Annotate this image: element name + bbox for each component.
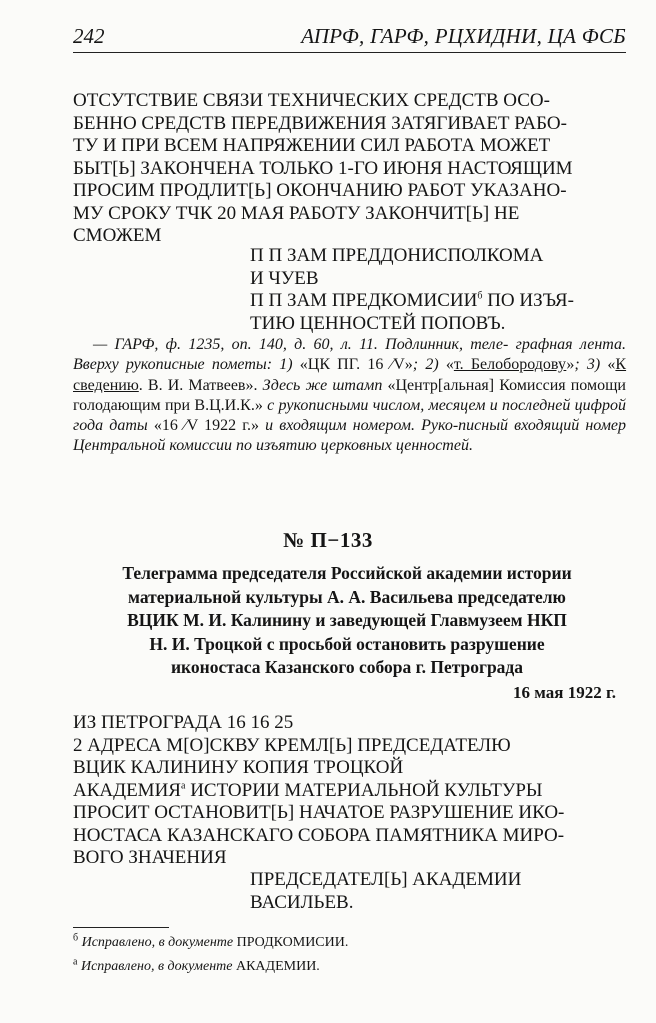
telegram-line: БЕННО СРЕДСТВ ПЕРЕДВИЖЕНИЯ ЗАТЯГИВАЕТ РАБО- — [73, 112, 567, 134]
footnote-mark: а — [180, 780, 186, 792]
telegram-line: СМОЖЕМ — [73, 225, 162, 246]
running-header — [73, 24, 626, 53]
footnote-mark: а — [73, 956, 78, 968]
signature-line: ПРЕДСЕДАТЕЛ[Ь] АКАДЕМИИ — [250, 869, 522, 890]
page-number: 242 — [73, 24, 105, 48]
signature-line: П П ЗАМ ПРЕДДОНИСПОЛКОМА — [250, 245, 544, 266]
title-line: Телеграмма председателя Российской академии истории — [122, 563, 572, 583]
title-line: ВЦИК М. И. Калинину и заведующей Главмузеем НКП — [127, 610, 567, 630]
signature-line: ВАСИЛЬЕВ. — [250, 891, 354, 913]
document-number: № П−133 — [283, 528, 373, 552]
telegram-line: ТУ И ПРИ ВСЕМ НАПРЯЖЕНИИ СИЛ РАБОТА МОЖЕТ — [73, 135, 551, 156]
telegram-2-text — [73, 712, 626, 870]
telegram-line: ИЗ ПЕТРОГРАДА 16 16 25 — [73, 712, 294, 733]
footnote: $^а$ Исправлено, в документе АКАДЕМИИ. — [73, 956, 320, 974]
telegram-line: МУ СРОКУ ТЧК 20 МАЯ РАБОТУ ЗАКОНЧИТ[Ь] НЕ — [73, 202, 520, 224]
telegram-line: ПРОСИТ ОСТАНОВИТ[Ь] НАЧАТОЕ РАЗРУШЕНИЕ ИКО- — [73, 802, 565, 823]
running-title: АПРФ, ГАРФ, РЦХИДНИ, ЦА ФСБ — [301, 24, 626, 48]
telegram-line: НОСТАСА КАЗАНСКАГО СОБОРА ПАМЯТНИКА МИРО- — [73, 824, 565, 846]
telegram-line: $АКАДЕМИЯ^а$ ИСТОРИИ МАТЕРИАЛЬНОЙ КУЛЬТУРЫ — [73, 779, 543, 801]
telegram-line: ОТСУТСТВИЕ СВЯЗИ ТЕХНИЧЕСКИХ СРЕДСТВ ОСО- — [73, 90, 550, 111]
title-line: материальной культуры А. А. Васильева председателю — [128, 586, 566, 607]
footnote-mark: б — [477, 290, 483, 302]
footnote-mark: б — [73, 932, 79, 944]
telegram-line: ВЦИК КАЛИНИНУ КОПИЯ ТРОЦКОЙ — [73, 757, 404, 778]
telegram-line: ВОГО ЗНАЧЕНИЯ — [73, 847, 227, 868]
document-title — [60, 562, 634, 680]
archival-source-note: — ГАРФ, ф. 1235, оп. 140, д. 60, л. 11. Подлинник, теле- графная лента. Вверху рукописные пометы: 1) «ЦК ПГ. 16 ∕V»; 2) «т. Белобородову»; 3) «К сведению. В. И. Матвеев». Здесь же штамп «Центр[альная] Комиссия помощи голодающим при В.Ц.И.К.» с рукописными числом, месяцем и последней цифрой года даты «16 ∕V 1922 г.» и входящим номером. Руко-писный входящий номер Центральной комиссии по изъятию церковных ценностей. — [73, 336, 627, 455]
telegram-1-signature — [250, 245, 574, 335]
signature-line: И ЧУЕВ — [250, 267, 319, 289]
telegram-2-signature — [250, 869, 521, 914]
telegram-line: ПРОСИМ ПРОДЛИТ[Ь] ОКОНЧАНИЮ РАБОТ УКАЗАНО- — [73, 180, 567, 201]
footnote: $^б$ Исправлено, в документе ПРОДКОМИСИИ. — [73, 932, 349, 950]
telegram-1-text — [73, 90, 626, 248]
telegram-line: 2 АДРЕСА М[О]СКВУ КРЕМЛ[Ь] ПРЕДСЕДАТЕЛЮ — [73, 734, 511, 756]
document-date: 16 мая 1922 г. — [513, 683, 616, 702]
telegram-line: БЫТ[Ь] ЗАКОНЧЕНА ТОЛЬКО 1-ГО ИЮНЯ НАСТОЯЩИМ — [73, 157, 573, 179]
title-line: иконостаса Казанского собора г. Петрограда — [170, 657, 524, 677]
footnote-divider — [73, 927, 169, 928]
signature-line: ТИЮ ЦЕННОСТЕЙ ПОПОВЪ. — [250, 312, 506, 334]
title-line: Н. И. Троцкой с просьбой остановить разрушение — [149, 633, 545, 654]
signature-line: П П ЗАМ $ПРЕДКОМИСИИ^б$ ПО ИЗЪЯ- — [250, 290, 574, 311]
